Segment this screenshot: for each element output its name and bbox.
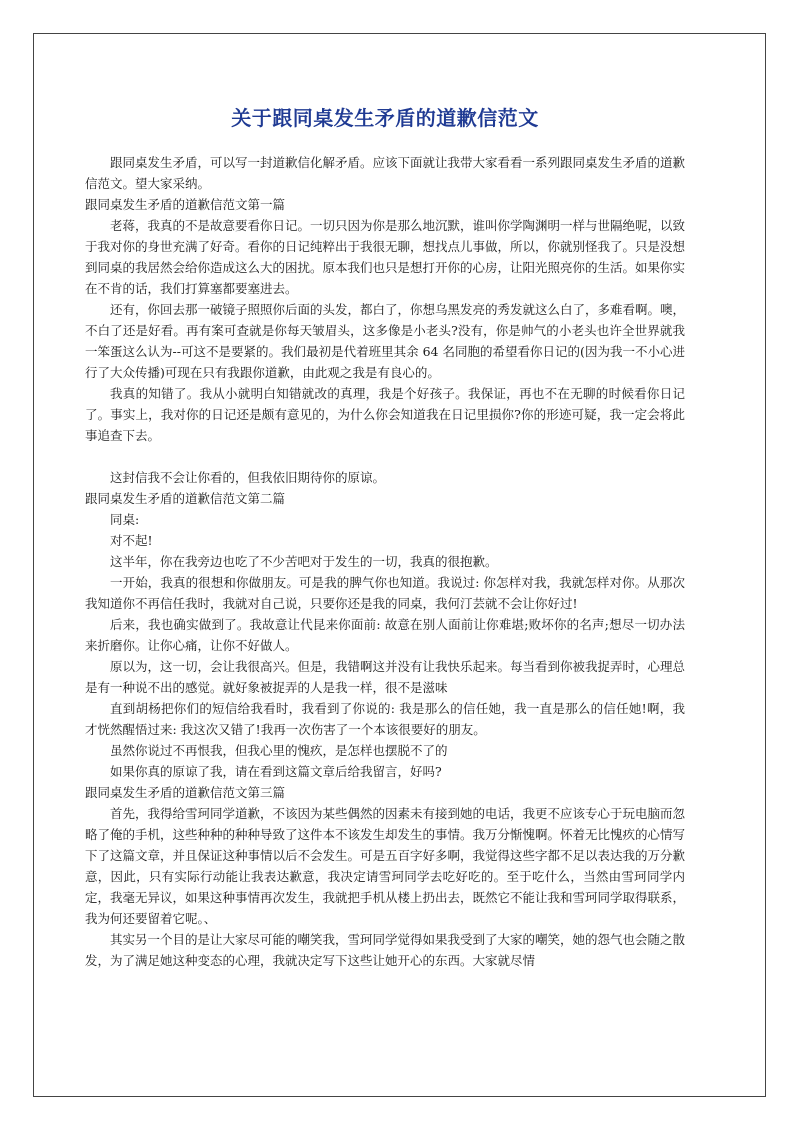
section-3-heading: 跟同桌发生矛盾的道歉信范文第三篇 <box>85 785 286 800</box>
section-1-closing: 这封信我不会让你看的，但我依旧期待你的原谅。 <box>110 470 386 485</box>
section-2-paragraph: 一开始，我真的很想和你做朋友。可是我的脾气你也知道。我说过: 你怎样对我，我就怎样对你。从那次我知道你不再信任我时，我就对自己说，只要你还是我的同桌，我何汀芸就不会让你好过! <box>85 575 685 611</box>
document-title: 关于跟同桌发生矛盾的道歉信范文 <box>231 106 539 130</box>
intro-paragraph: 跟同桌发生矛盾，可以写一封道歉信化解矛盾。应该下面就让我带大家看看一系列跟同桌发生矛盾的道歉信范文。望大家采纳。 <box>85 155 686 191</box>
section-2-paragraph: 原以为，这一切，会让我很高兴。但是，我错啊这并没有让我快乐起来。每当看到你被我捉弄时，心理总是有一种说不出的感觉。就好象被捉弄的人是我一样，很不是滋味 <box>85 659 686 695</box>
section-1-paragraph: 我真的知错了。我从小就明白知错就改的真理，我是个好孩子。我保证，再也不在无聊的时候看你日记了。事实上，我对你的日记还是颇有意见的，为什么你会知道我在日记里损你?你的形迹可疑，我一定会将此事追查下去。 <box>85 386 685 443</box>
section-2-paragraph: 如果你真的原谅了我，请在看到这篇文章后给我留言，好吗? <box>110 764 442 779</box>
section-2-paragraph: 虽然你说过不再恨我，但我心里的愧疚，是怎样也摆脱不了的 <box>110 743 448 758</box>
section-1-paragraph: 老蒋，我真的不是故意要看你日记。一切只因为你是那么地沉默，谁叫你学陶渊明一样与世隔绝呢，以致于我对你的身世充满了好奇。看你的日记纯粹出于我很无聊，想找点儿事做，所以，你就别怪我了。只是没想到同桌的我居然会给你造成这么大的困扰。原本我们也只是想打开你的心房，让阳光照亮你的生活。如果你实在不肯的话，我们打算塞都要塞进去。 <box>85 218 686 296</box>
document-body <box>85 104 685 971</box>
section-2-paragraph: 这半年，你在我旁边也吃了不少苦吧对于发生的一切，我真的很抱歉。 <box>110 554 498 569</box>
section-1-paragraph: 还有，你回去那一破镜子照照你后面的头发，都白了，你想乌黑发亮的秀发就这么白了，多难看啊。噢，不白了还是好看。再有案可查就是你每天皱眉头，这多像是小老头?没有，你是帅气的小老头也许全世界就我一笨蛋这么认为--可这不是要紧的。我们最初是代着班里其余 64 名同胞的希望看你日记的(因为我一不小心进行了大众传播)可现在只有我跟你道歉，由此观之我是有良心的。 <box>85 302 686 380</box>
section-2-opening: 对不起! <box>110 533 153 548</box>
blank-line <box>85 446 685 467</box>
section-2-heading: 跟同桌发生矛盾的道歉信范文第二篇 <box>85 491 286 506</box>
section-3-paragraph: 其实另一个目的是让大家尽可能的嘲笑我，雪珂同学觉得如果我受到了大家的嘲笑，她的怨气也会随之散发，为了满足她这种变态的心理，我就决定写下这些让她开心的东西。大家就尽情 <box>85 932 686 968</box>
section-1-heading: 跟同桌发生矛盾的道歉信范文第一篇 <box>85 197 286 212</box>
section-2-salutation: 同桌: <box>110 512 140 527</box>
section-3-paragraph: 首先，我得给雪珂同学道歉，不该因为某些偶然的因素未有接到她的电话，我更不应该专心于玩电脑而忽略了俺的手机，这些种种的种种导致了这件本不该发生却发生的事情。我万分惭愧啊。怀着无比愧疚的心情写下了这篇文章，并且保证这种事情以后不会发生。可是五百字好多啊，我觉得这些字都不足以表达我的万分歉意，因此，只有实际行动能让我表达歉意，我决定请雪珂同学去吃好吃的。至于吃什么，当然由雪珂同学内定，我毫无异议，如果这种事情再次发生，我就把手机从楼上扔出去，既然它不能让我和雪珂同学取得联系，我为何还要留着它呢。、 <box>85 806 686 926</box>
section-2-paragraph: 后来，我也确实做到了。我故意让代昆来你面前: 故意在别人面前让你难堪;败坏你的名声;想尽一切办法来折磨你。让你心痛，让你不好做人。 <box>85 617 685 653</box>
section-2-paragraph: 直到胡杨把你们的短信给我看时，我看到了你说的: 我是那么的信任她，我一直是那么的信任她!啊，我才恍然醒悟过来: 我这次又错了!我再一次伤害了一个本该很要好的朋友。 <box>85 701 685 737</box>
